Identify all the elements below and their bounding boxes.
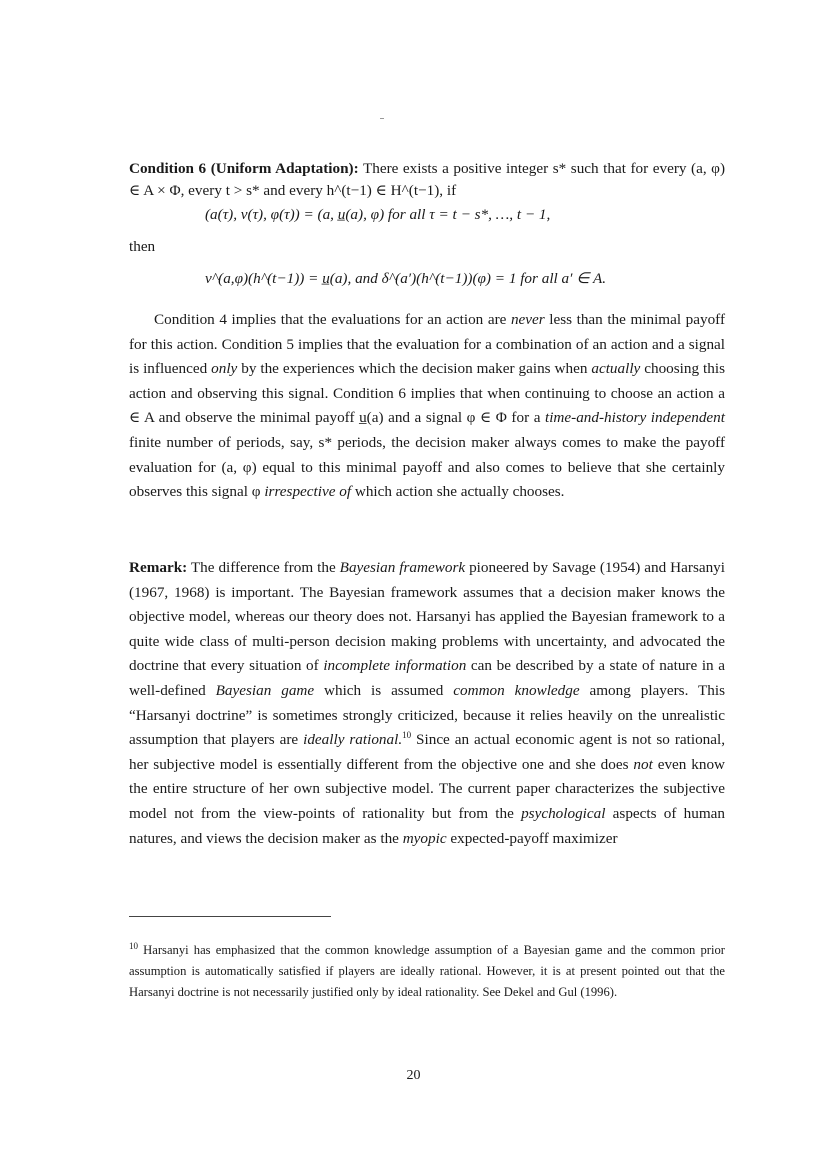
remark-heading: Remark: [129,559,188,576]
text-run: expected-payoff maximizer [446,829,618,847]
text-run: which is assumed [314,681,454,699]
paragraph-condition-implications [129,308,725,505]
footnote-text: Harsanyi has emphasized that the common knowledge assumption of a Bayesian game and the common prior assumption is automatically satisfied if players are ideally rational. However, it is at present pointed out that the Harsanyi doctrine is not necessarily justified only by ideal rationality. See Dekel and Gul (1996). [129,943,725,999]
emphasis: common knowledge [453,681,580,699]
emphasis: never [510,311,545,328]
emphasis: myopic [402,829,447,847]
footnote-mark: 10 [129,940,138,951]
footnote-reference: 10 [402,730,412,741]
emphasis: not [633,755,653,773]
paragraph-remark [129,556,725,851]
text-run: which action she actually chooses. [351,483,565,501]
text-run: less than the minimal payoff for this action. Condition 5 implies that the evaluation for a combination of an action and a signal is influenced [129,311,725,378]
text-run: Since an actual economic agent is not so rational, her subjective model is essentially different from the objective one and she does [129,731,726,773]
condition-if-formula: (a(τ), v(τ), φ(τ)) = (a, u̲(a), φ) for all τ = t − s*, …, t − 1, [205,206,551,223]
text-run: by the experiences which the decision maker gains when [237,360,592,378]
condition-then-formula: v^(a,φ)(h^(t−1)) = u̲(a), and δ^(a′)(h^(t−1))(φ) = 1 for all a′ ∈ A. [205,270,607,287]
text-run: among players. This “Harsanyi doctrine” is sometimes strongly criticized, because it relies heavily on the unrealistic assumption that players are [129,681,726,749]
condition-6-block [129,158,725,290]
emphasis: only [211,360,238,378]
text-run: aspects of human natures, and views the decision maker as the [129,804,725,847]
text-run: can be described by a state of nature in a well-defined [129,657,726,699]
emphasis: ideally rational. [303,731,403,749]
condition-intro: There exists a positive integer s* such that for every (a, φ) ∈ A × Φ, every t > s* and every h^(t−1) ∈ H^(t−1), if [129,160,725,199]
emphasis: Bayesian framework [339,559,466,576]
text-run: pioneered by Savage (1954) and Harsanyi (1967, 1968) is important. The Bayesian framework assumes that a decision maker knows the objective model, whereas our theory does not. Harsanyi has applied the Bayesian framework to a quite wide class of multi-person decision making problems with uncertainty, and advocated the doctrine that every situation of [129,559,725,675]
text-run: Condition 4 implies that the evaluations for an action are [154,311,511,328]
emphasis: incomplete information [323,657,467,675]
emphasis: time-and-history independent [544,409,725,427]
footnote-10 [129,940,725,1003]
emphasis: psychological [521,804,606,822]
text-run: even know the entire structure of her own subjective model. The current paper characterizes the subjective model not from the view-points of rationality but from the [129,755,726,822]
condition-then-word: then [129,238,156,255]
scan-artifact-mark [380,118,384,119]
emphasis: irrespective of [264,483,352,501]
footnote-divider [129,916,331,917]
emphasis: actually [591,360,641,378]
page-number: 20 [406,1068,421,1083]
condition-heading: Condition 6 (Uniform Adaptation): [129,160,359,177]
emphasis: Bayesian game [215,681,315,699]
text-run: The difference from the [187,559,340,576]
text-run: finite number of periods, say, s* periods, the decision maker always comes to make the payoff evaluation for (a, φ) equal to this minimal payoff and also comes to believe that she certainly observes this signal φ [129,433,725,501]
text-run: choosing this action and observing this signal. Condition 6 implies that when continuing to choose an action a ∈ A and observe the minimal payoff u̲(a) and a signal φ ∈ Φ for a [129,360,725,427]
